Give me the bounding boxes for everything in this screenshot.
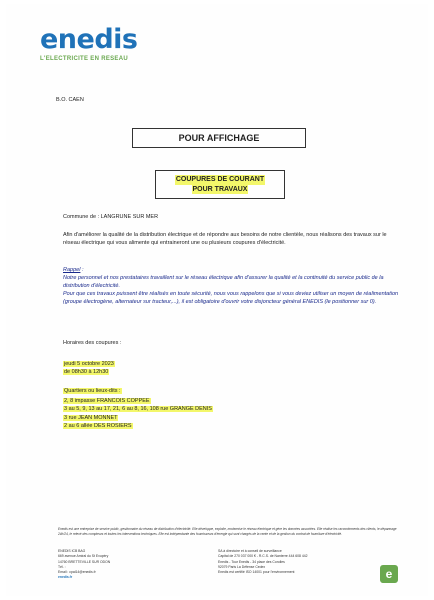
list-item: [63, 397, 213, 405]
logo-tagline: L'ELECTRICITE EN RESEAU: [40, 56, 128, 62]
footer-contact-line: ENEDIS ICB BAG: [58, 549, 86, 553]
places-label: [63, 388, 122, 394]
notice-page: [6, 4, 428, 596]
subject-line2: POUR TRAVAUX: [192, 185, 248, 193]
rappel-para2: Pour que ces travaux puissent être réalisés en toute sécurité, nous vous rappelons que si vous deviez utiliser un moyen de réalimentation (groupe électrogène, alternateur sur tracteur,...), il est obligatoire d'ouvrir votre disjoncteur général ENEDIS (le positionner sur 0).: [63, 290, 399, 305]
rappel-section: [63, 267, 403, 307]
rappel-para1: Notre personnel et nos prestataires travaillent sur le réseau électrique afin d'assurer la qualité et la continuité du service public de la distribution d'électricité.: [63, 274, 384, 289]
rappel-title: Rappel: [63, 267, 81, 273]
schedule-label: Horaires des coupures :: [63, 340, 122, 346]
badge-letter: e: [385, 567, 393, 581]
footer-contact-line: 669 avenue Amiral du St Exupéry: [58, 554, 109, 559]
enedis-badge-icon: [380, 565, 398, 583]
place-text: 3 au 5, 9, 13 au 17, 21, 6 au 8, 16, 108 rue GRANGE DENIS: [64, 406, 212, 413]
notice-type: POUR AFFICHAGE: [178, 133, 260, 143]
footer-company-line: Capital de 270 037 000 € - R.C.S. de Nanterre 444 608 442: [218, 554, 308, 559]
rappel-colon: :: [80, 267, 84, 273]
places-label-text: Quartiers ou lieux-dits :: [64, 388, 121, 394]
notice-type-box: [132, 128, 306, 148]
schedule-time: de 08h30 à 12h30: [64, 369, 109, 376]
footer-company-line: Enedis - Tour Enedis - 34 place des Corolles: [218, 559, 285, 564]
footer-legal-text: Enedis est une entreprise de service public, gestionnaire du réseau de distribution d'électricité. Elle développe, exploite, modernise le réseau électrique et gère les données associées. Elle réalise les raccordements des clients, le dépannage 24h/24, le relevé des compteurs et toutes les interventions techniques. Elle est indépendante des fournisseurs d'énergie qui sont chargés de la vente et de la gestion du contrat de fourniture d'électricité.: [58, 527, 397, 536]
footer-website: enedis.fr: [58, 575, 73, 580]
footer-contact-line: Email : cpal14@enedis.fr: [58, 570, 96, 575]
list-item: [63, 405, 213, 413]
footer-company: [218, 549, 308, 575]
place-text: 2, 8 impasse FRANCOIS COPPEE: [64, 398, 150, 404]
subject-box: [155, 170, 285, 199]
list-item: [63, 414, 213, 422]
sender-unit: B.O. CAEN: [56, 97, 84, 103]
place-text: 3 rue JEAN MONNET: [64, 414, 118, 421]
footer-company-line: 92079 Paris La Défense Cedex: [218, 564, 266, 569]
list-item: [63, 422, 213, 430]
footer-company-line: SA à directoire et à conseil de surveillance: [218, 549, 282, 553]
subject-line1: COUPURES DE COURANT: [175, 176, 265, 184]
commune: Commune de : LANGRUNE SUR MER: [63, 214, 159, 220]
places-list: [63, 397, 213, 430]
enedis-logo: [40, 26, 138, 62]
intro-paragraph: Afin d'améliorer la qualité de la distribution électrique et de répondre aux besoins de notre clientèle, nous réalisons des travaux sur le réseau électrique qui vous alimente qui entraineront une ou plusieurs coupures d'électricité.: [63, 232, 387, 246]
logo-wordmark: enedis: [40, 24, 138, 55]
schedule-block: [63, 360, 115, 377]
footer-contact: [58, 549, 110, 581]
footer-contact-line: Tél. :: [58, 564, 66, 569]
schedule-date: jeudi 5 octobre 2023: [64, 361, 114, 367]
footer-contact-line: 14760 BRETTEVILLE SUR ODON: [58, 559, 111, 564]
place-text: 2 au 6 allée DES ROSIERS: [64, 422, 132, 429]
footer-company-line: Enedis est certifié ISO 14001 pour l'environnement: [218, 570, 295, 575]
